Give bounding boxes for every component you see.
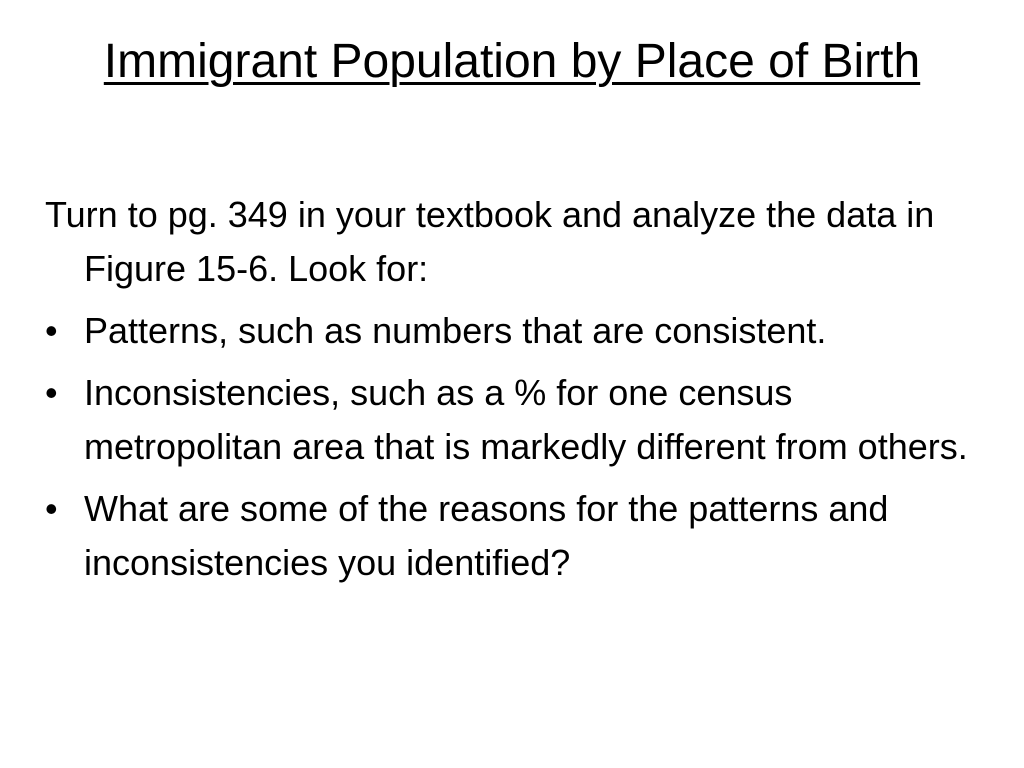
- bullet-item-inconsistencies: [45, 366, 995, 474]
- bullet-item-patterns: [45, 304, 995, 358]
- bullet-marker: •: [45, 488, 58, 529]
- bullet-text: Inconsistencies, such as a % for one census metropolitan area that is markedly different from others.: [84, 372, 968, 467]
- bullet-marker: •: [45, 310, 58, 351]
- bullet-text: What are some of the reasons for the patterns and inconsistencies you identified?: [84, 488, 889, 583]
- slide-body: [45, 188, 995, 598]
- bullet-marker: •: [45, 372, 58, 413]
- intro-paragraph: Turn to pg. 349 in your textbook and analyze the data in Figure 15-6. Look for:: [45, 194, 935, 289]
- slide-title: Immigrant Population by Place of Birth: [103, 35, 921, 88]
- bullet-text: Patterns, such as numbers that are consistent.: [84, 310, 827, 351]
- bullet-item-reasons: [45, 482, 995, 590]
